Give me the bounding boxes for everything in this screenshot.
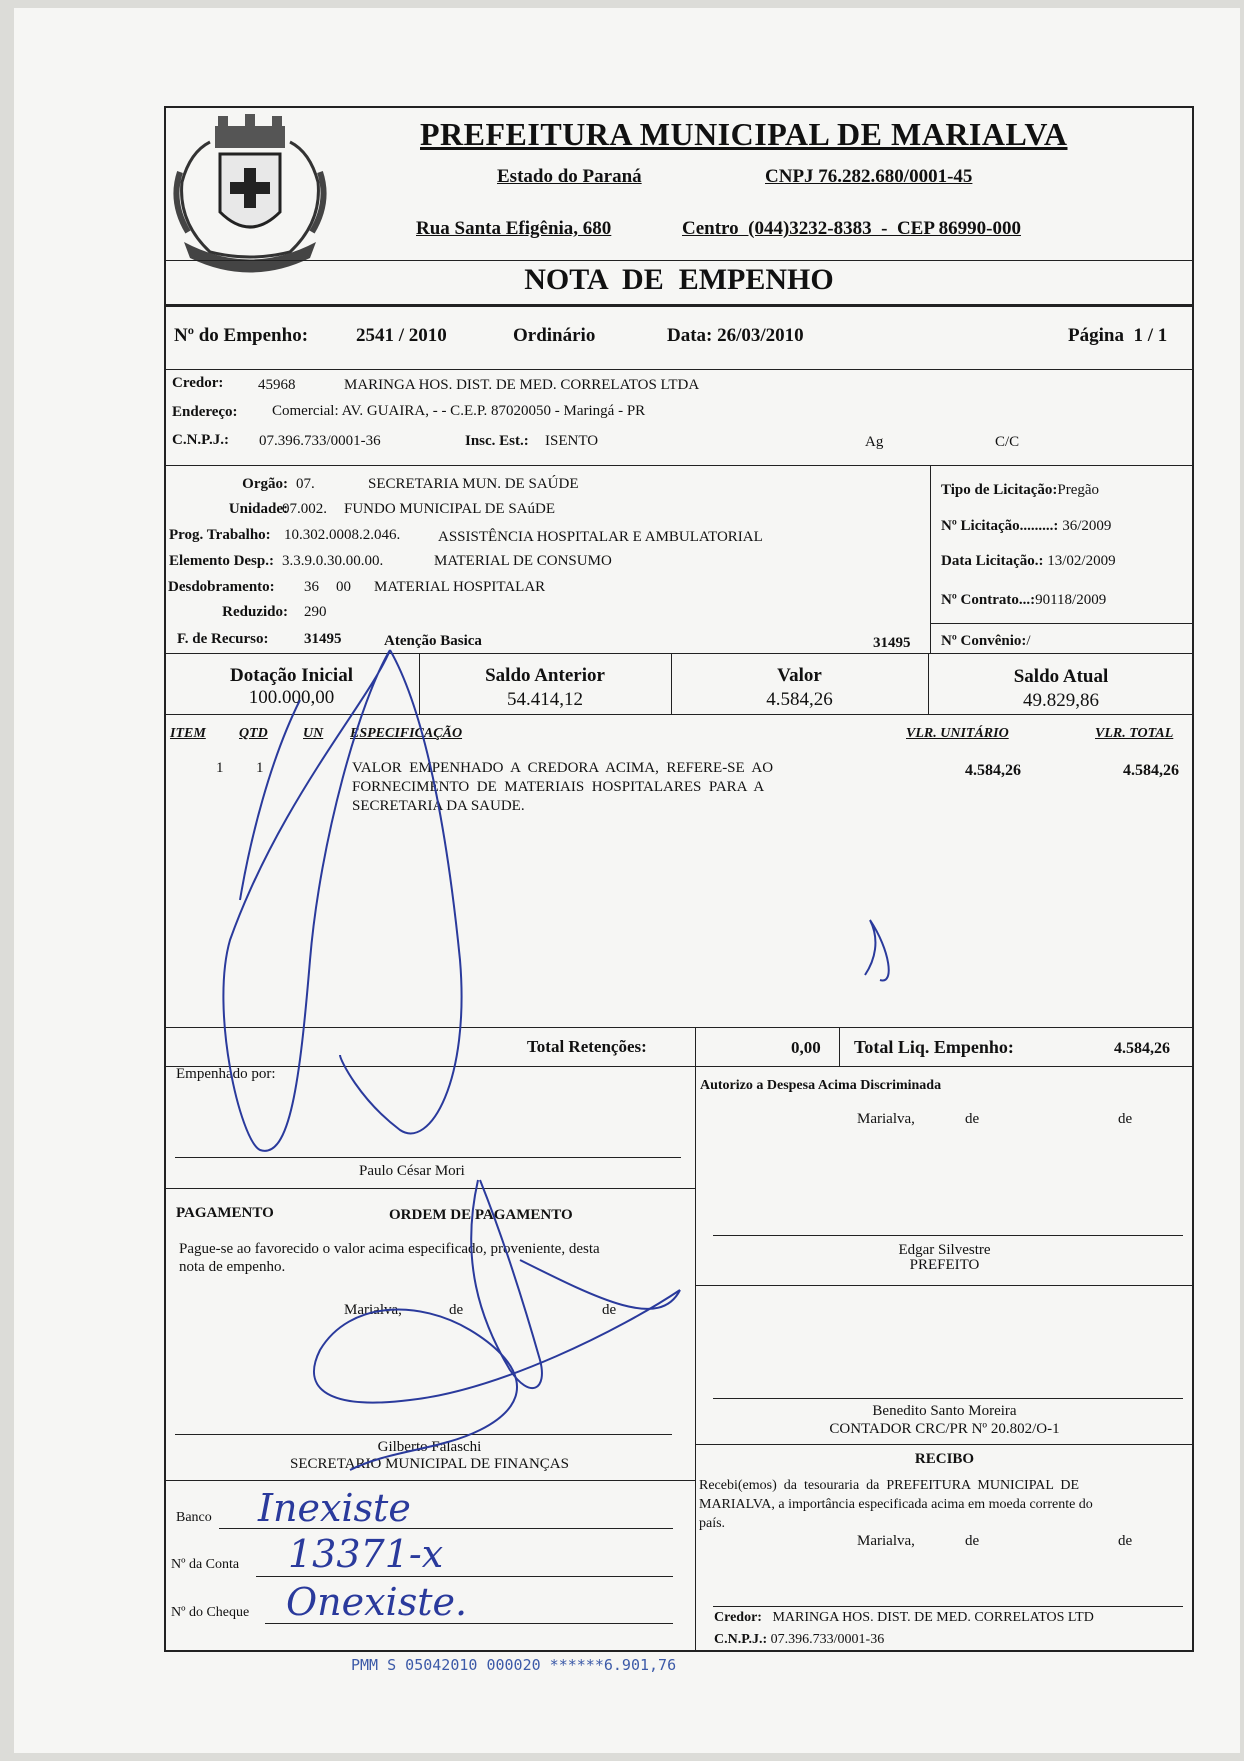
pagamento-de-1: de bbox=[449, 1302, 464, 1318]
signature-line bbox=[713, 1398, 1183, 1399]
unidade-name: FUNDO MUNICIPAL DE SAúDE bbox=[344, 501, 555, 517]
recibo-cnpj-label: C.N.P.J.: bbox=[714, 1632, 768, 1647]
recurso-code: 31495 bbox=[304, 631, 342, 647]
desdobramento-sub: 00 bbox=[336, 579, 351, 595]
divider bbox=[839, 1027, 840, 1067]
credor-name: MARINGA HOS. DIST. DE MED. CORRELATOS LTDA bbox=[344, 377, 700, 393]
autorizo-de-1: de bbox=[965, 1111, 980, 1127]
secretario-role: SECRETARIO MUNICIPAL DE FINANÇAS bbox=[290, 1456, 569, 1472]
orgao-label: Orgão: bbox=[242, 476, 288, 492]
item-spec-line-2: FORNECIMENTO DE MATERIAIS HOSPITALARES PARA A bbox=[352, 779, 765, 795]
pagamento-label: PAGAMENTO bbox=[176, 1205, 274, 1221]
recibo-credor-label: Credor: bbox=[714, 1610, 762, 1625]
prog-code: 10.302.0008.2.046. bbox=[284, 527, 401, 543]
divider bbox=[164, 1066, 1194, 1067]
numero-licitacao-value: 36/2009 bbox=[1062, 518, 1112, 534]
item-number: 1 bbox=[216, 760, 224, 776]
data-licitacao-label: Data Licitação.: bbox=[941, 553, 1044, 569]
empenhado-name: Paulo César Mori bbox=[359, 1163, 465, 1179]
valor-value: 4.584,26 bbox=[766, 689, 833, 710]
pagamento-text-2: nota de empenho. bbox=[179, 1259, 286, 1275]
item-qtd: 1 bbox=[256, 760, 264, 776]
orgao-code: 07. bbox=[296, 476, 315, 492]
autorizo-place: Marialva, bbox=[857, 1111, 915, 1127]
recibo-credor bbox=[714, 1610, 1094, 1626]
empenho-date: Data: 26/03/2010 bbox=[667, 325, 804, 346]
empenho-number-label: Nº do Empenho: bbox=[174, 325, 309, 346]
contrato-value: 90118/2009 bbox=[1035, 592, 1107, 608]
recibo-text-2: MARIALVA, a importância especificada acima em moeda corrente do bbox=[699, 1497, 1093, 1512]
ordem-pagamento: ORDEM DE PAGAMENTO bbox=[389, 1207, 573, 1223]
empenho-number: 2541 / 2010 bbox=[356, 325, 447, 346]
insc-label: Insc. Est.: bbox=[465, 433, 529, 449]
recibo-cnpj-value: 07.396.733/0001-36 bbox=[770, 1632, 885, 1647]
recibo-text-3: país. bbox=[699, 1516, 726, 1531]
unidade-code: 07.002. bbox=[282, 501, 327, 517]
divider bbox=[930, 465, 931, 653]
divider bbox=[164, 369, 1194, 370]
prefeito-name: Edgar Silvestre bbox=[898, 1242, 991, 1258]
credor-label: Credor: bbox=[172, 375, 224, 391]
desdobramento-label: Desdobramento: bbox=[168, 579, 275, 595]
desdobramento-code: 36 bbox=[304, 579, 319, 595]
divider bbox=[695, 1027, 696, 1067]
divider bbox=[164, 1027, 1194, 1028]
item-total-value: 4.584,26 bbox=[1123, 762, 1179, 779]
recibo-cnpj bbox=[714, 1632, 884, 1648]
col-especificacao: ESPECIFICAÇÃO bbox=[350, 726, 463, 741]
dotacao-label: Dotação Inicial bbox=[230, 665, 353, 686]
divider bbox=[164, 260, 1194, 261]
autorizo-de-2: de bbox=[1118, 1111, 1133, 1127]
col-un: UN bbox=[303, 726, 324, 741]
reduzido-label: Reduzido: bbox=[222, 604, 288, 620]
data-licitacao-value: 13/02/2009 bbox=[1047, 553, 1116, 569]
divider bbox=[930, 623, 1194, 624]
cnpj-label: C.N.P.J.: bbox=[172, 432, 229, 448]
contrato-label: Nº Contrato...: bbox=[941, 592, 1036, 608]
prog-name: ASSISTÊNCIA HOSPITALAR E AMBULATORIAL bbox=[438, 529, 763, 545]
recibo-de-2: de bbox=[1118, 1533, 1133, 1549]
recibo-title: RECIBO bbox=[914, 1451, 975, 1467]
processing-stamp: PMM S 05042010 000020 ******6.901,76 bbox=[351, 1656, 677, 1674]
conta-handwritten: 13371-x bbox=[288, 1532, 444, 1576]
state-name: Estado do Paraná bbox=[497, 166, 642, 187]
divider bbox=[695, 1066, 696, 1652]
signature-line bbox=[175, 1434, 672, 1435]
convenio-value: / bbox=[1026, 633, 1031, 649]
recurso-name: Atenção Basica bbox=[384, 633, 482, 649]
divider bbox=[164, 714, 1194, 715]
tipo-licitacao-value: Pregão bbox=[1057, 482, 1100, 498]
credor-code: 45968 bbox=[258, 377, 296, 393]
address-label: Endereço: bbox=[172, 404, 238, 420]
cheque-label: Nº do Cheque bbox=[171, 1605, 250, 1620]
convenio bbox=[941, 633, 1031, 650]
credor-address: Comercial: AV. GUAIRA, - - C.E.P. 87020050 - Maringá - PR bbox=[272, 403, 646, 419]
saldo-atual-label: Saldo Atual bbox=[1013, 666, 1109, 687]
signature-line bbox=[713, 1235, 1183, 1236]
liquido-value: 4.584,26 bbox=[1114, 1040, 1170, 1057]
desdobramento-name: MATERIAL HOSPITALAR bbox=[374, 579, 546, 595]
divider bbox=[164, 653, 1194, 654]
numero-licitacao-label: Nº Licitação.........: bbox=[941, 518, 1059, 534]
empenhado-label: Empenhado por: bbox=[176, 1066, 276, 1082]
reduzido-code: 290 bbox=[304, 604, 327, 620]
liquido-label: Total Liq. Empenho: bbox=[854, 1037, 1014, 1057]
empenho-type: Ordinário bbox=[513, 325, 596, 346]
elemento-code: 3.3.9.0.30.00.00. bbox=[282, 553, 384, 569]
municipality-contact: Centro (044)3232-8383 - CEP 86990-000 bbox=[682, 218, 1021, 239]
banco-label: Banco bbox=[176, 1510, 212, 1525]
recibo-place: Marialva, bbox=[857, 1533, 915, 1549]
ag-label: Ag bbox=[865, 434, 884, 450]
pagamento-de-2: de bbox=[602, 1302, 617, 1318]
signature-line bbox=[175, 1157, 681, 1158]
signature-line bbox=[713, 1606, 1183, 1607]
conta-label: Nº da Conta bbox=[171, 1557, 240, 1572]
divider bbox=[695, 1285, 1194, 1286]
saldo-atual-value: 49.829,86 bbox=[1023, 690, 1099, 711]
convenio-label: Nº Convênio: bbox=[941, 633, 1027, 649]
elemento-name: MATERIAL DE CONSUMO bbox=[434, 553, 612, 569]
cc-label: C/C bbox=[995, 434, 1020, 450]
saldo-anterior-value: 54.414,12 bbox=[507, 689, 583, 710]
recibo-credor-name: MARINGA HOS. DIST. DE MED. CORRELATOS LTD bbox=[772, 1610, 1094, 1625]
divider bbox=[164, 1480, 695, 1481]
valor-label: Valor bbox=[777, 665, 822, 686]
col-vlr-total: VLR. TOTAL bbox=[1095, 726, 1174, 741]
municipality-cnpj: CNPJ 76.282.680/0001-45 bbox=[765, 166, 973, 187]
divider bbox=[164, 465, 1194, 466]
divider bbox=[695, 1444, 1194, 1445]
numero-licitacao bbox=[941, 518, 1111, 535]
recibo-text-1: Recebi(emos) da tesouraria da PREFEITURA MUNICIPAL DE bbox=[699, 1478, 1080, 1493]
tipo-licitacao-label: Tipo de Licitação: bbox=[941, 482, 1058, 498]
credor-cnpj: 07.396.733/0001-36 bbox=[259, 433, 381, 449]
recibo-de-1: de bbox=[965, 1533, 980, 1549]
orgao-name: SECRETARIA MUN. DE SAÚDE bbox=[368, 476, 579, 492]
item-unit-value: 4.584,26 bbox=[965, 762, 1021, 779]
divider bbox=[164, 1188, 695, 1189]
page-number: Página 1 / 1 bbox=[1068, 325, 1168, 346]
secretario-name: Gilberto Falaschi bbox=[377, 1439, 482, 1455]
tipo-licitacao bbox=[941, 482, 1099, 499]
recurso-label: F. de Recurso: bbox=[177, 631, 269, 647]
retencoes-value: 0,00 bbox=[791, 1038, 821, 1057]
data-licitacao bbox=[941, 553, 1116, 570]
pagamento-place: Marialva, bbox=[344, 1302, 402, 1318]
saldo-anterior-label: Saldo Anterior bbox=[485, 665, 605, 686]
dotacao-value: 100.000,00 bbox=[248, 687, 335, 708]
contrato bbox=[941, 592, 1106, 609]
prefeito-role: PREFEITO bbox=[909, 1257, 980, 1273]
municipality-title: PREFEITURA MUNICIPAL DE MARIALVA bbox=[420, 116, 1068, 152]
cheque-handwritten: Onexiste. bbox=[286, 1580, 468, 1624]
pagamento-text-1: Pague-se ao favorecido o valor acima especificado, proveniente, desta bbox=[179, 1241, 600, 1257]
col-qtd: QTD bbox=[239, 726, 268, 741]
prog-label: Prog. Trabalho: bbox=[169, 527, 271, 543]
contador-role: CONTADOR CRC/PR Nº 20.802/O-1 bbox=[829, 1421, 1060, 1437]
col-item: ITEM bbox=[170, 726, 206, 741]
item-spec-line-1: VALOR EMPENHADO A CREDORA ACIMA, REFERE-SE AO bbox=[352, 760, 774, 776]
recurso-code-2: 31495 bbox=[873, 635, 911, 651]
unidade-label: Unidade: bbox=[228, 501, 288, 517]
insc-value: ISENTO bbox=[545, 433, 599, 449]
conta-line bbox=[256, 1576, 673, 1577]
banco-handwritten: Inexiste bbox=[258, 1486, 411, 1530]
municipality-address: Rua Santa Efigênia, 680 bbox=[416, 218, 612, 239]
col-vlr-unitario: VLR. UNITÁRIO bbox=[906, 726, 1009, 741]
divider bbox=[164, 304, 1194, 307]
document-title: NOTA DE EMPENHO bbox=[524, 263, 834, 296]
contador-name: Benedito Santo Moreira bbox=[872, 1403, 1017, 1419]
elemento-label: Elemento Desp.: bbox=[169, 553, 274, 569]
item-spec-line-3: SECRETARIA DA SAUDE. bbox=[352, 798, 525, 814]
retencoes-label: Total Retenções: bbox=[527, 1037, 647, 1056]
autorizo-text: Autorizo a Despesa Acima Discriminada bbox=[700, 1078, 942, 1093]
